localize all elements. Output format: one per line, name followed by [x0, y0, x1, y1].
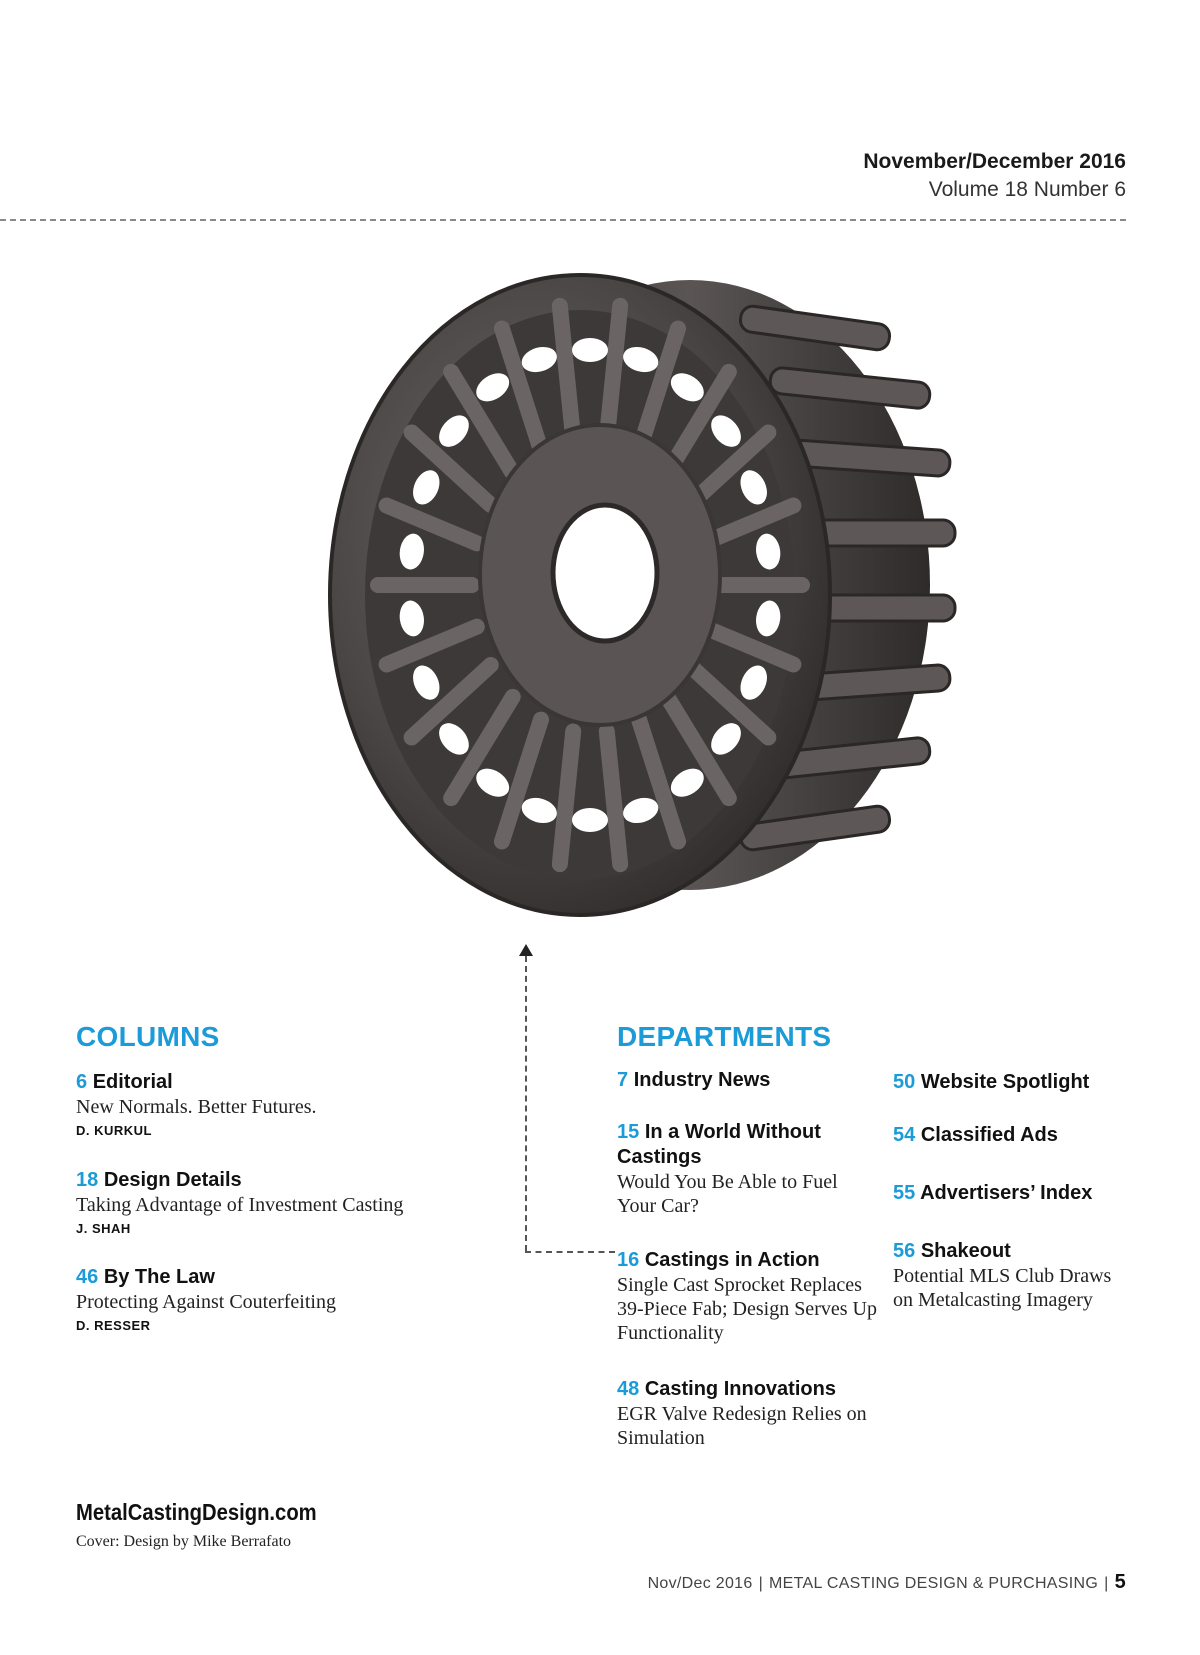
entry-author: D. RESSER	[76, 1318, 151, 1333]
entry-page-number: 48	[617, 1378, 640, 1400]
entry-description: Would You Be Able to Fuel Your Car?	[617, 1171, 838, 1217]
department-entry-industry-news[interactable]	[617, 1068, 877, 1093]
column-entry-by-the-law[interactable]	[76, 1265, 496, 1333]
entry-description: Single Cast Sprocket Replaces 39-Piece Fab; Design Serves Up Functionality	[617, 1274, 877, 1344]
entry-title: Casting Innovations	[644, 1378, 836, 1400]
entry-description: Protecting Against Couterfeiting	[76, 1291, 336, 1313]
column-entry-design-details[interactable]	[76, 1168, 496, 1236]
pointer-arrowhead	[519, 944, 533, 956]
entry-author: D. KURKUL	[76, 1123, 152, 1138]
entry-page-number: 6	[76, 1071, 88, 1093]
entry-title: Advertisers’ Index	[920, 1182, 1093, 1204]
entry-page-number: 46	[76, 1266, 99, 1288]
entry-title: Industry News	[633, 1069, 771, 1091]
entry-description: EGR Valve Redesign Relies on Simulation	[617, 1403, 867, 1449]
pointer-line-vertical	[525, 956, 527, 1251]
page-number: 5	[1114, 1571, 1126, 1593]
entry-title: Classified Ads	[920, 1124, 1058, 1146]
entry-title: Design Details	[103, 1169, 242, 1191]
footer-publication: METAL CASTING DESIGN & PURCHASING	[769, 1575, 1099, 1592]
website-link[interactable]: MetalCastingDesign.com	[76, 1499, 317, 1525]
entry-title: Website Spotlight	[920, 1071, 1090, 1093]
pointer-line-horizontal	[525, 1251, 615, 1253]
entry-page-number: 50	[893, 1071, 916, 1093]
entry-description: Potential MLS Club Draws on Metalcasting Imagery	[893, 1265, 1112, 1311]
issue-date: November/December 2016	[863, 150, 1126, 173]
entry-title: In a World Without Castings	[617, 1121, 821, 1168]
entry-page-number: 18	[76, 1169, 99, 1191]
entry-title: Castings in Action	[644, 1249, 820, 1271]
entry-title: Shakeout	[920, 1240, 1011, 1262]
header-divider	[0, 219, 1126, 221]
entry-description: New Normals. Better Futures.	[76, 1096, 317, 1118]
wheel-opening	[572, 808, 608, 832]
cover-credit: Cover: Design by Mike Berrafato	[76, 1533, 292, 1550]
entry-page-number: 15	[617, 1121, 640, 1143]
department-entry-advertisers-index[interactable]	[893, 1181, 1133, 1206]
department-entry-website-spotlight[interactable]	[893, 1070, 1133, 1095]
entry-description: Taking Advantage of Investment Casting	[76, 1194, 404, 1216]
entry-title: By The Law	[103, 1266, 215, 1288]
entry-page-number: 54	[893, 1124, 916, 1146]
wheel-opening	[572, 338, 608, 362]
column-entry-editorial[interactable]	[76, 1070, 496, 1138]
department-entry-world-without-castings[interactable]	[617, 1120, 877, 1218]
footer-date: Nov/Dec 2016	[647, 1575, 753, 1592]
entry-author: J. SHAH	[76, 1221, 131, 1236]
entry-page-number: 56	[893, 1240, 916, 1262]
department-entry-casting-innovations[interactable]	[617, 1377, 877, 1450]
department-entry-castings-in-action[interactable]	[617, 1248, 877, 1345]
entry-page-number: 16	[617, 1249, 640, 1271]
cast-sprocket-image	[270, 255, 990, 935]
department-entry-classified-ads[interactable]	[893, 1123, 1133, 1148]
entry-page-number: 55	[893, 1182, 916, 1204]
columns-heading: COLUMNS	[76, 1021, 220, 1052]
departments-heading: DEPARTMENTS	[617, 1021, 832, 1052]
running-footer: Nov/Dec 2016 | METAL CASTING DESIGN & PURCHASING | 5	[647, 1571, 1126, 1593]
issue-volume: Volume 18 Number 6	[928, 178, 1126, 201]
department-entry-shakeout[interactable]	[893, 1239, 1133, 1312]
entry-page-number: 7	[617, 1069, 629, 1091]
entry-title: Editorial	[92, 1071, 173, 1093]
